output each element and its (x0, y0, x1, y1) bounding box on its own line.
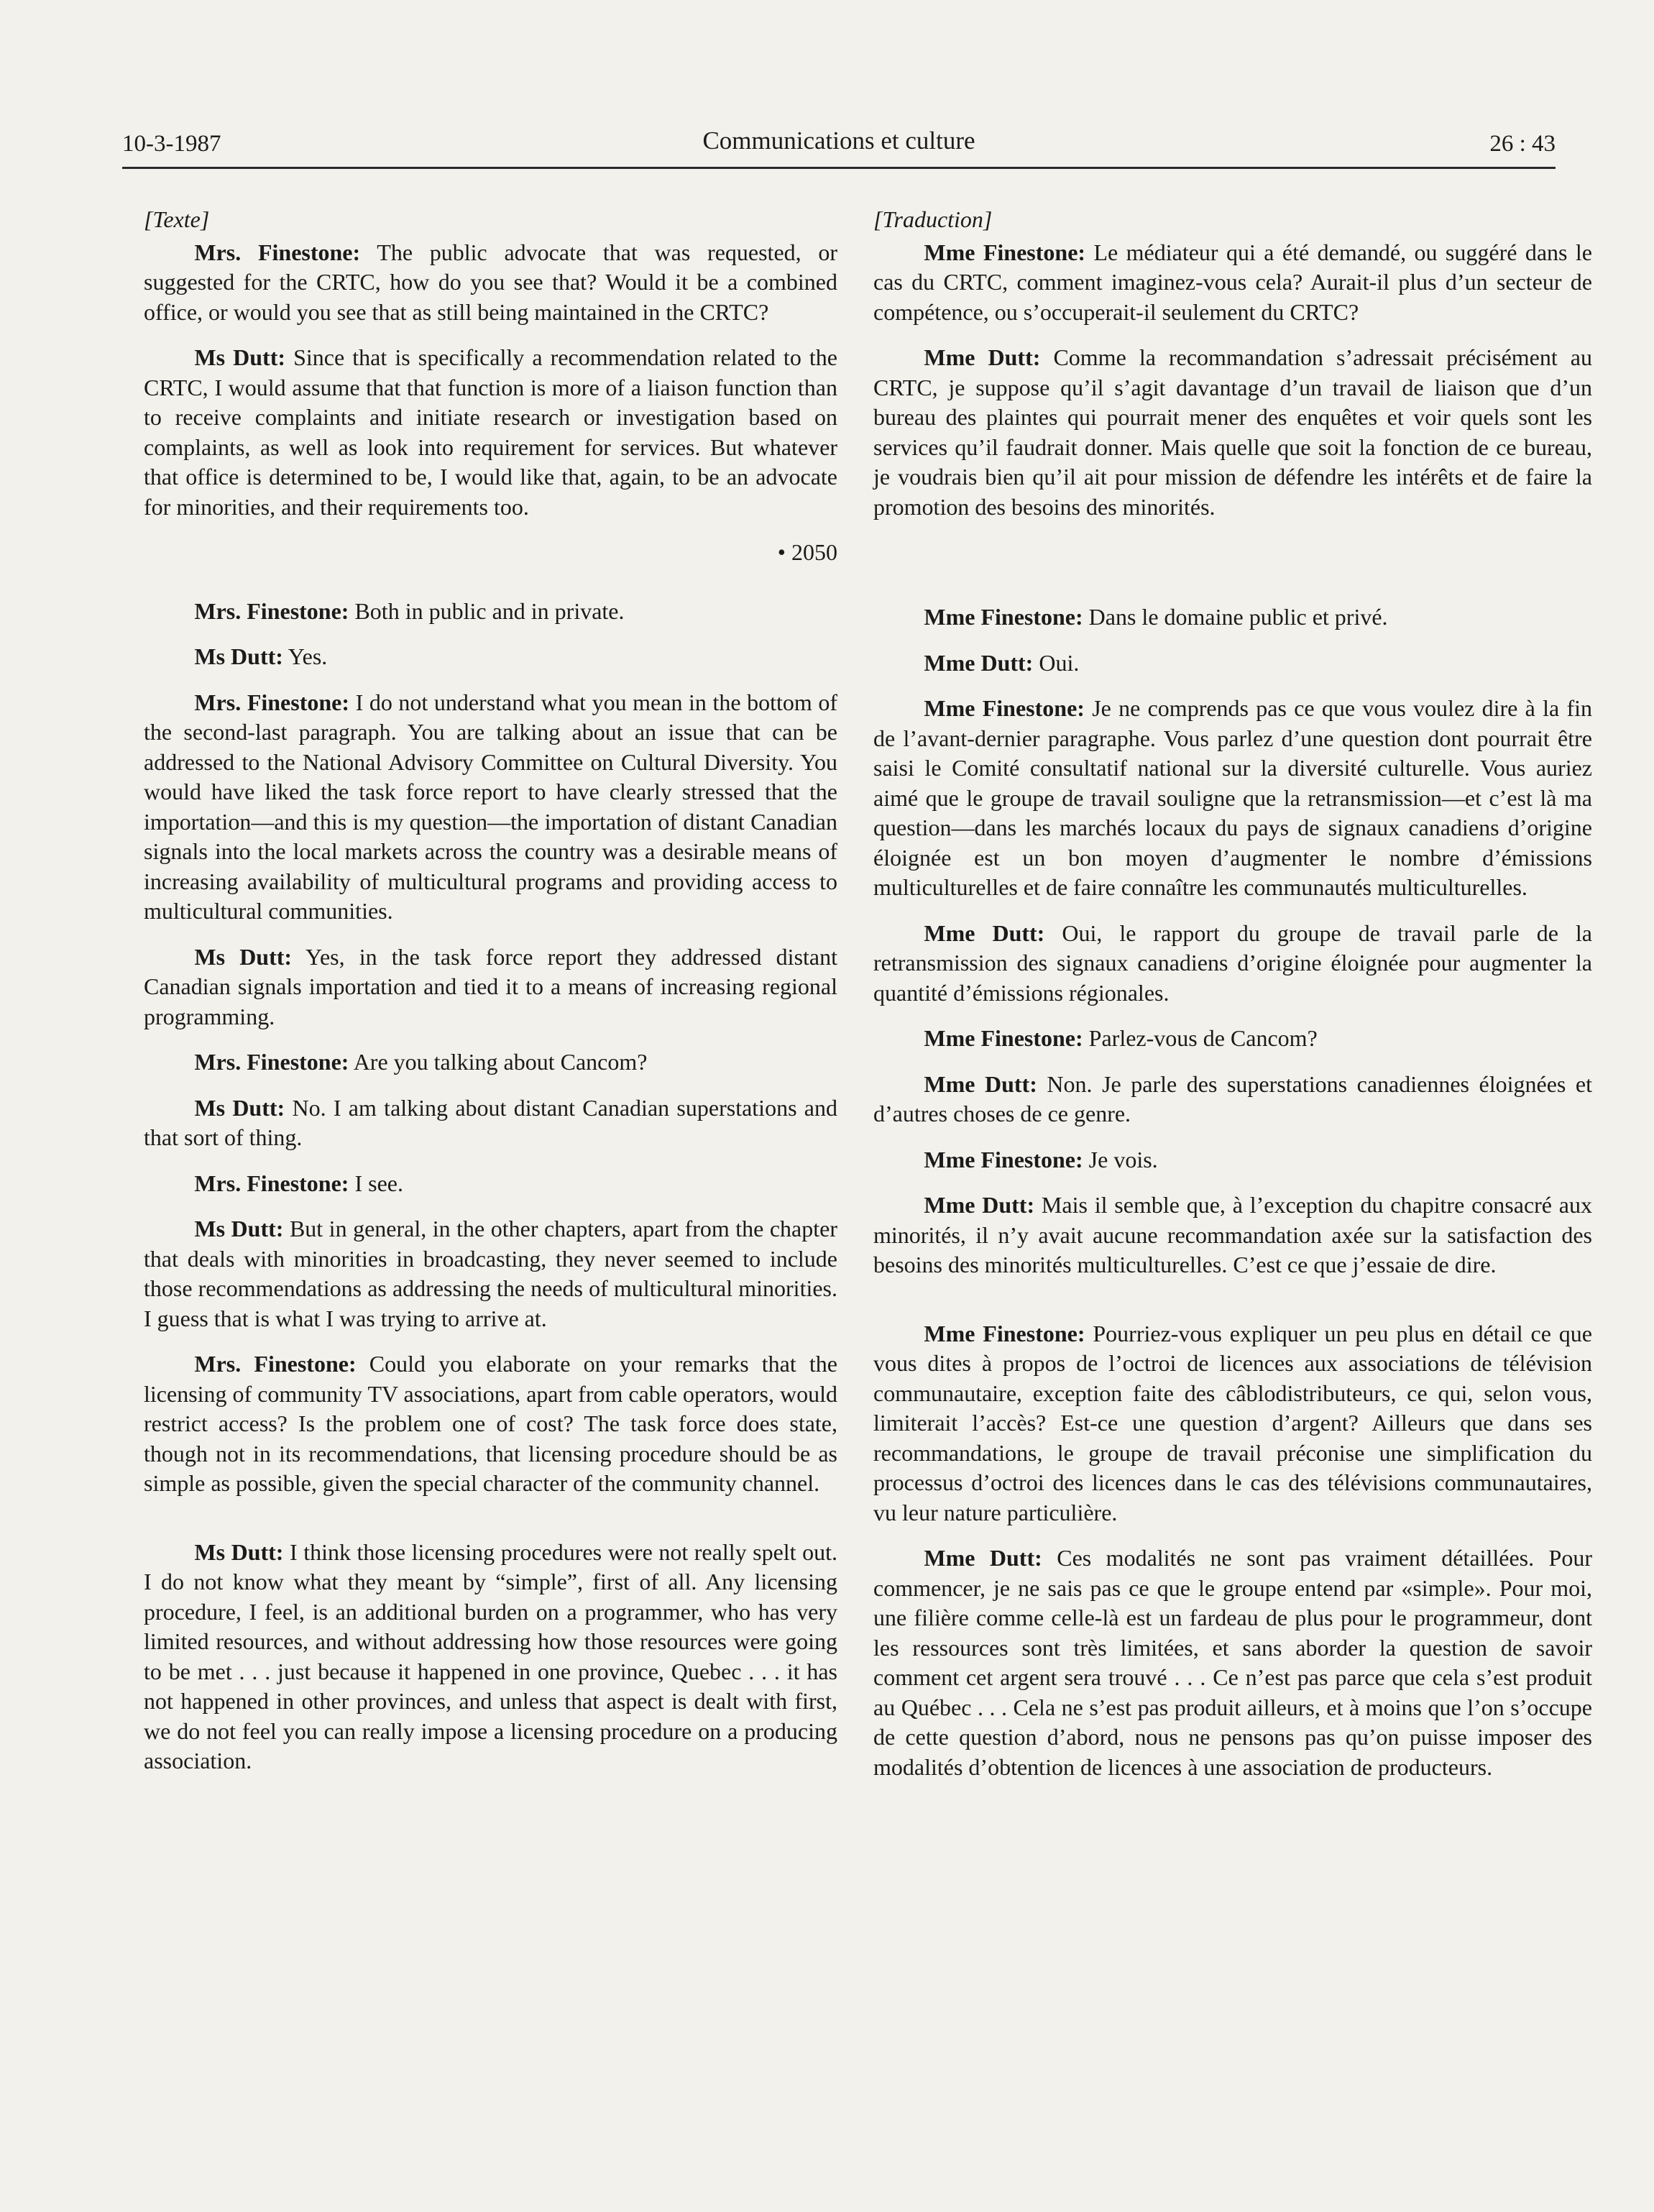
paragraph (144, 343, 837, 522)
speech: Je vois. (1083, 1146, 1158, 1172)
speech: The public advocate that was requested, or suggested for the CRTC, how do you see that? Would it be a combined office, or would you see that as still being maintained in the CRTC? (144, 239, 838, 325)
paragraph (873, 238, 1592, 328)
column-tag: [Traduction] (873, 206, 993, 232)
speech: Since that is specifically a recommendation related to the CRTC, I would assume that that function is more of a liaison function than to receive complaints and initiate research or investigation based on complaints, as well as look into requirement for services. But whatever that office is determined to be, I would like that, again, to be an advocate for minorities, and their requirements too. (144, 344, 838, 520)
speech: Are you talking about Cancom? (349, 1049, 648, 1075)
speaker: Mme Dutt: (924, 1545, 1042, 1571)
french-column (873, 205, 1592, 1798)
header-title: Communications et culture (702, 127, 975, 155)
page-header (122, 124, 1556, 167)
speaker: Ms Dutt: (194, 344, 286, 370)
paragraph (873, 694, 1592, 903)
paragraph (873, 1319, 1592, 1528)
speaker: Mrs. Finestone: (194, 689, 350, 715)
speaker: Ms Dutt: (194, 943, 293, 970)
column-tag: [Texte] (144, 206, 210, 232)
speaker: Mrs. Finestone: (194, 1351, 357, 1377)
speech: Je ne comprends pas ce que vous voulez dire à la fin de l’avant-dernier paragraphe. Vous parlez d’une question dont pourrait être saisi le Comité consultatif national sur la diversité culturelle. Vous auriez aimé que le groupe de travail souligne que la retransmission—et c’est là ma question—dans les marchés locaux du pays de signaux canadiens d’origine éloignée est un bon moyen d’augmenter le nombre d’émissions multiculturelles et de faire connaître les communautés multiculturelles. (873, 695, 1593, 900)
spacer (873, 538, 1592, 602)
speaker: Mme Finestone: (924, 239, 1086, 265)
speech: Mais il semble que, à l’exception du chapitre consacré aux minorités, il n’y avait aucune recommandation axée sur la satisfaction des besoins des minorités multiculturelles. C’est ce que j’essaie de dire. (873, 1192, 1593, 1277)
header-date: 10-3-1987 (122, 131, 221, 157)
speech: I do not understand what you mean in the bottom of the second-last paragraph. You are talking about an issue that can be addressed to the National Advisory Committee on Cultural Diversity. You would have liked the task force report to have clearly stressed that the importation—and this is my question—the importation of distant Canadian signals into the local markets across the country was a desirable means of increasing availability of multicultural programs and providing access to multicultural communities. (144, 689, 838, 924)
paragraph (144, 1093, 837, 1153)
speaker: Mme Dutt: (924, 1070, 1037, 1097)
paragraph (144, 942, 837, 1032)
paragraph (873, 602, 1592, 633)
speech: Parlez-vous de Cancom? (1083, 1025, 1318, 1051)
paragraph (144, 1169, 837, 1199)
speech: Le médiateur qui a été demandé, ou suggéré dans le cas du CRTC, comment imaginez-vous cela? Aurait-il plus d’un secteur de compétence, ou s’occuperait-il seulement du CRTC? (873, 239, 1593, 325)
paragraph (873, 648, 1592, 679)
speaker: Mrs. Finestone: (194, 1170, 349, 1196)
paragraph (873, 1145, 1592, 1175)
speech: Yes, in the task force report they addressed distant Canadian signals importation and tied it to a means of increasing regional programming. (144, 943, 838, 1029)
speaker: Mme Dutt: (924, 919, 1045, 946)
speaker: Mme Finestone: (924, 1146, 1083, 1172)
spacer (873, 1296, 1592, 1319)
header-rule (122, 167, 1556, 169)
speaker: Mrs. Finestone: (194, 597, 349, 624)
speaker: Mme Dutt: (924, 1192, 1035, 1218)
paragraph (873, 919, 1592, 1009)
speaker: Mrs. Finestone: (194, 239, 361, 265)
paragraph (144, 688, 837, 927)
speaker: Mme Finestone: (924, 604, 1083, 630)
speaker: Mme Finestone: (924, 695, 1085, 721)
speaker: Mme Finestone: (924, 1025, 1083, 1051)
speaker: Mme Finestone: (924, 1320, 1085, 1346)
paragraph (144, 1214, 837, 1334)
english-column (144, 205, 837, 1792)
time-marker: • 2050 (777, 539, 837, 565)
paragraph (144, 1047, 837, 1078)
speech: But in general, in the other chapters, apart from the chapter that deals with minorities in broadcasting, they never seemed to include those recommendations as addressing the needs of multicultural minorities. I guess that is what I was trying to arrive at. (144, 1216, 838, 1331)
speaker: Ms Dutt: (194, 1216, 284, 1242)
speech: Dans le domaine public et privé. (1083, 604, 1388, 630)
paragraph (873, 343, 1592, 522)
speech: Both in public and in private. (349, 597, 625, 624)
speaker: Mrs. Finestone: (194, 1049, 349, 1075)
header-page-number: 26 : 43 (1489, 131, 1556, 157)
speaker: Mme Dutt: (924, 344, 1041, 370)
paragraph (873, 1024, 1592, 1054)
paragraph (144, 238, 837, 328)
paragraph (144, 1349, 837, 1499)
speech: Pourriez-vous expliquer un peu plus en détail ce que vous dites à propos de l’octroi de licences aux associations de télévision communautaire, exception faite des câblodistributeurs, ce qui, selon vous, limiterait l’accès? Est-ce une question d’argent? Ailleurs que dans ses recommandations, le groupe de travail préconise une simplification du processus d’octroi des licences dans le cas des télévisions communautaires, vu leur nature particulière. (873, 1320, 1593, 1525)
paragraph (144, 597, 837, 627)
paragraph (873, 1070, 1592, 1129)
paragraph (873, 1543, 1592, 1782)
speech: Oui, le rapport du groupe de travail parle de la retransmission des signaux canadiens d’origine éloignée pour augmenter la quantité d’émissions régionales. (873, 919, 1593, 1006)
speech: Non. Je parle des superstations canadiennes éloignées et d’autres choses de ce genre. (873, 1070, 1593, 1126)
speaker: Ms Dutt: (194, 643, 283, 669)
spacer (144, 1515, 837, 1538)
speaker: Ms Dutt: (194, 1094, 285, 1121)
speech: I see. (349, 1170, 403, 1196)
speech: Could you elaborate on your remarks that the licensing of community TV associations, apart from cable operators, would restrict access? Is the problem one of cost? The task force does state, though not in its recommendations, that licensing procedure should be as simple as possible, given the special character of the community channel. (144, 1351, 837, 1496)
speech: Yes. (282, 643, 328, 669)
speech: I think those licensing procedures were not really spelt out. I do not know what they meant by “simple”, first of all. Any licensing procedure, I feel, is an additional burden on a programmer, who has very limited resources, and without addressing how those resources were going to be met . . . just because it happened in one province, Quebec . . . it has not happened in other provinces, and unless that aspect is dealt with first, we do not feel you can really impose a licensing procedure on a producing association. (144, 1538, 838, 1773)
speech: Ces modalités ne sont pas vraiment détaillées. Pour commencer, je ne sais pas ce que le groupe entend par «simple». Pour moi, une filière comme celle-là est un fardeau de plus pour le programmeur, dont les ressources sont très limitées, et sans aborder la question de savoir comment cet argent sera trouvé . . . Ce n’est pas parce que cela s’est produit au Québec . . . Cela ne s’est pas produit ailleurs, et à moins que l’on s’occupe de cette question d’abord, nous ne pensons pas qu’on puisse imposer des modalités d’obtention de licences à une association de producteurs. (873, 1545, 1593, 1780)
speech: Oui. (1033, 649, 1080, 676)
paragraph (873, 1190, 1592, 1280)
paragraph (144, 642, 837, 672)
paragraph (144, 1538, 837, 1776)
speaker: Ms Dutt: (194, 1538, 284, 1565)
speech: No. I am talking about distant Canadian superstations and that sort of thing. (144, 1094, 838, 1150)
speech: Comme la recommandation s’adressait précisément au CRTC, je suppose qu’il s’agit davantage d’un travail de liaison que d’un bureau des plaintes qui pourrait mener des enquêtes et voir quels sont les services qu’il faudrait donner. Mais quelle que soit la fonction de ce bureau, je voudrais bien qu’il ait pour mission de défendre les intérêts et de faire la promotion des besoins des minorités. (873, 344, 1593, 520)
speaker: Mme Dutt: (924, 649, 1034, 676)
